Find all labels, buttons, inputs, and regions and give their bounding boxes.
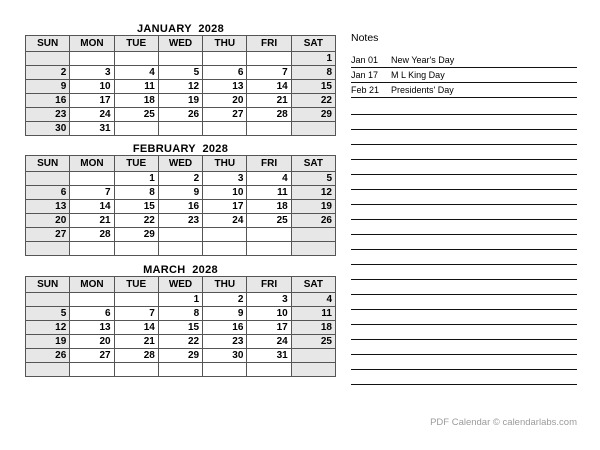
day-cell: 18 (114, 94, 158, 108)
note-blank-line (351, 235, 577, 250)
week-row (26, 186, 336, 200)
day-cell (291, 349, 335, 363)
note-entry-name: New Year's Day (391, 55, 455, 65)
day-cell (26, 363, 70, 377)
calendar-column (25, 23, 336, 377)
month-grid (25, 276, 336, 377)
week-row (26, 307, 336, 321)
weekday-header: SAT (291, 156, 335, 172)
day-cell (158, 228, 202, 242)
day-cell (291, 242, 335, 256)
day-cell (247, 122, 291, 136)
week-row (26, 172, 336, 186)
day-cell: 10 (70, 80, 114, 94)
day-cell: 26 (158, 108, 202, 122)
day-cell: 1 (291, 52, 335, 66)
week-row (26, 52, 336, 66)
day-cell: 21 (114, 335, 158, 349)
day-cell (114, 52, 158, 66)
day-cell: 1 (158, 293, 202, 307)
note-entry (351, 53, 577, 68)
day-cell: 19 (291, 200, 335, 214)
day-cell: 13 (203, 80, 247, 94)
day-cell: 31 (70, 122, 114, 136)
day-cell: 16 (203, 321, 247, 335)
day-cell: 24 (203, 214, 247, 228)
day-cell: 21 (70, 214, 114, 228)
day-cell: 22 (291, 94, 335, 108)
week-row (26, 293, 336, 307)
day-cell: 3 (70, 66, 114, 80)
day-cell: 17 (203, 200, 247, 214)
day-cell: 19 (158, 94, 202, 108)
weekday-header: TUE (114, 36, 158, 52)
day-cell (114, 122, 158, 136)
note-blank-line (351, 325, 577, 340)
note-entry-name: Presidents' Day (391, 85, 454, 95)
day-cell: 8 (158, 307, 202, 321)
note-entry-date: Jan 01 (351, 55, 379, 65)
day-cell (291, 122, 335, 136)
day-cell (70, 242, 114, 256)
day-cell: 22 (114, 214, 158, 228)
day-cell: 31 (247, 349, 291, 363)
day-cell (158, 122, 202, 136)
note-entry (351, 68, 577, 83)
day-cell (70, 293, 114, 307)
day-cell: 14 (70, 200, 114, 214)
day-cell: 22 (158, 335, 202, 349)
month-grid (25, 35, 336, 136)
weekday-header: SAT (291, 277, 335, 293)
weekday-header: MON (70, 156, 114, 172)
day-cell: 10 (203, 186, 247, 200)
day-cell: 30 (26, 122, 70, 136)
week-row (26, 363, 336, 377)
week-row (26, 242, 336, 256)
week-row (26, 321, 336, 335)
day-cell (26, 52, 70, 66)
note-blank-line (351, 205, 577, 220)
weekday-header: SUN (26, 277, 70, 293)
week-row (26, 122, 336, 136)
week-row (26, 335, 336, 349)
day-cell: 12 (158, 80, 202, 94)
day-cell (114, 363, 158, 377)
weekday-header: THU (203, 36, 247, 52)
weekday-header: TUE (114, 156, 158, 172)
day-cell: 4 (247, 172, 291, 186)
day-cell: 28 (70, 228, 114, 242)
day-cell (203, 122, 247, 136)
day-cell (70, 52, 114, 66)
footer-credit: PDF Calendar © calendarlabs.com (430, 417, 577, 428)
weekday-header: FRI (247, 156, 291, 172)
month-title: JANUARY 2028 (136, 23, 225, 35)
week-row (26, 94, 336, 108)
day-cell: 23 (26, 108, 70, 122)
day-cell: 7 (247, 66, 291, 80)
day-cell: 13 (70, 321, 114, 335)
day-cell: 8 (114, 186, 158, 200)
week-row (26, 66, 336, 80)
weekday-header: WED (158, 156, 202, 172)
day-cell: 11 (291, 307, 335, 321)
note-blank-line (351, 160, 577, 175)
day-cell: 18 (247, 200, 291, 214)
day-cell: 5 (158, 66, 202, 80)
note-entry-date: Feb 21 (351, 85, 380, 95)
week-row (26, 200, 336, 214)
notes-section (351, 32, 577, 385)
note-blank-line (351, 145, 577, 160)
note-blank-line (351, 175, 577, 190)
day-cell: 28 (114, 349, 158, 363)
day-cell (158, 52, 202, 66)
day-cell: 6 (70, 307, 114, 321)
day-cell (203, 228, 247, 242)
month-block (25, 264, 336, 377)
day-cell (247, 242, 291, 256)
day-cell: 15 (114, 200, 158, 214)
day-cell: 20 (70, 335, 114, 349)
day-cell: 25 (114, 108, 158, 122)
day-cell: 17 (247, 321, 291, 335)
day-cell (114, 242, 158, 256)
weekday-header: MON (70, 36, 114, 52)
day-cell: 16 (158, 200, 202, 214)
day-cell: 13 (26, 200, 70, 214)
weekday-header: SUN (26, 36, 70, 52)
week-row (26, 80, 336, 94)
day-cell: 27 (26, 228, 70, 242)
day-cell: 8 (291, 66, 335, 80)
day-cell: 24 (247, 335, 291, 349)
weekday-header: WED (158, 36, 202, 52)
note-entry (351, 83, 577, 98)
note-blank-line (351, 355, 577, 370)
note-blank-line (351, 310, 577, 325)
week-row (26, 349, 336, 363)
day-cell (247, 363, 291, 377)
day-cell: 30 (203, 349, 247, 363)
day-cell: 24 (70, 108, 114, 122)
weekday-header-row (26, 156, 336, 172)
day-cell: 6 (203, 66, 247, 80)
note-blank-line (351, 370, 577, 385)
day-cell: 20 (26, 214, 70, 228)
day-cell: 15 (291, 80, 335, 94)
day-cell: 20 (203, 94, 247, 108)
note-blank-line (351, 265, 577, 280)
day-cell (203, 363, 247, 377)
day-cell: 9 (158, 186, 202, 200)
weekday-header: SAT (291, 36, 335, 52)
day-cell: 29 (158, 349, 202, 363)
day-cell: 1 (114, 172, 158, 186)
weekday-header: WED (158, 277, 202, 293)
day-cell: 4 (291, 293, 335, 307)
day-cell: 28 (247, 108, 291, 122)
weekday-header: SUN (26, 156, 70, 172)
note-blank-line (351, 190, 577, 205)
day-cell: 9 (26, 80, 70, 94)
day-cell (26, 172, 70, 186)
month-title: FEBRUARY 2028 (132, 143, 229, 155)
day-cell: 25 (291, 335, 335, 349)
day-cell: 14 (114, 321, 158, 335)
day-cell: 18 (291, 321, 335, 335)
day-cell (203, 242, 247, 256)
weekday-header: THU (203, 277, 247, 293)
note-blank-line (351, 340, 577, 355)
note-blank-line (351, 130, 577, 145)
month-block (25, 143, 336, 256)
note-blank-line (351, 115, 577, 130)
notes-title: Notes (351, 32, 379, 44)
day-cell: 17 (70, 94, 114, 108)
weekday-header: FRI (247, 36, 291, 52)
day-cell: 25 (247, 214, 291, 228)
day-cell (26, 293, 70, 307)
day-cell (247, 52, 291, 66)
day-cell: 29 (291, 108, 335, 122)
day-cell (158, 363, 202, 377)
note-entry-date: Jan 17 (351, 70, 379, 80)
day-cell: 14 (247, 80, 291, 94)
day-cell: 23 (158, 214, 202, 228)
week-row (26, 108, 336, 122)
day-cell: 29 (114, 228, 158, 242)
day-cell (158, 242, 202, 256)
day-cell: 26 (291, 214, 335, 228)
day-cell (291, 228, 335, 242)
month-grid (25, 155, 336, 256)
notes-lines (351, 53, 577, 385)
day-cell: 10 (247, 307, 291, 321)
day-cell: 27 (70, 349, 114, 363)
day-cell: 5 (26, 307, 70, 321)
day-cell: 15 (158, 321, 202, 335)
day-cell (247, 228, 291, 242)
day-cell (70, 363, 114, 377)
day-cell: 7 (114, 307, 158, 321)
week-row (26, 228, 336, 242)
month-block (25, 23, 336, 136)
day-cell: 23 (203, 335, 247, 349)
note-blank-line (351, 220, 577, 235)
weekday-header: MON (70, 277, 114, 293)
day-cell: 11 (114, 80, 158, 94)
weekday-header: THU (203, 156, 247, 172)
day-cell: 19 (26, 335, 70, 349)
week-row (26, 214, 336, 228)
day-cell: 2 (158, 172, 202, 186)
note-blank-line (351, 100, 577, 115)
day-cell: 12 (291, 186, 335, 200)
day-cell: 5 (291, 172, 335, 186)
note-blank-line (351, 280, 577, 295)
day-cell: 2 (26, 66, 70, 80)
day-cell (114, 293, 158, 307)
weekday-header: FRI (247, 277, 291, 293)
day-cell: 26 (26, 349, 70, 363)
month-title: MARCH 2028 (143, 264, 218, 276)
note-blank-line (351, 250, 577, 265)
weekday-header-row (26, 36, 336, 52)
weekday-header-row (26, 277, 336, 293)
day-cell: 3 (247, 293, 291, 307)
note-blank-line (351, 295, 577, 310)
day-cell: 27 (203, 108, 247, 122)
day-cell: 4 (114, 66, 158, 80)
day-cell: 16 (26, 94, 70, 108)
weekday-header: TUE (114, 277, 158, 293)
day-cell: 11 (247, 186, 291, 200)
day-cell (291, 363, 335, 377)
day-cell: 6 (26, 186, 70, 200)
day-cell: 3 (203, 172, 247, 186)
day-cell: 12 (26, 321, 70, 335)
day-cell: 21 (247, 94, 291, 108)
day-cell: 9 (203, 307, 247, 321)
day-cell (203, 52, 247, 66)
day-cell (70, 172, 114, 186)
day-cell: 7 (70, 186, 114, 200)
day-cell: 2 (203, 293, 247, 307)
note-entry-name: M L King Day (391, 70, 445, 80)
day-cell (26, 242, 70, 256)
